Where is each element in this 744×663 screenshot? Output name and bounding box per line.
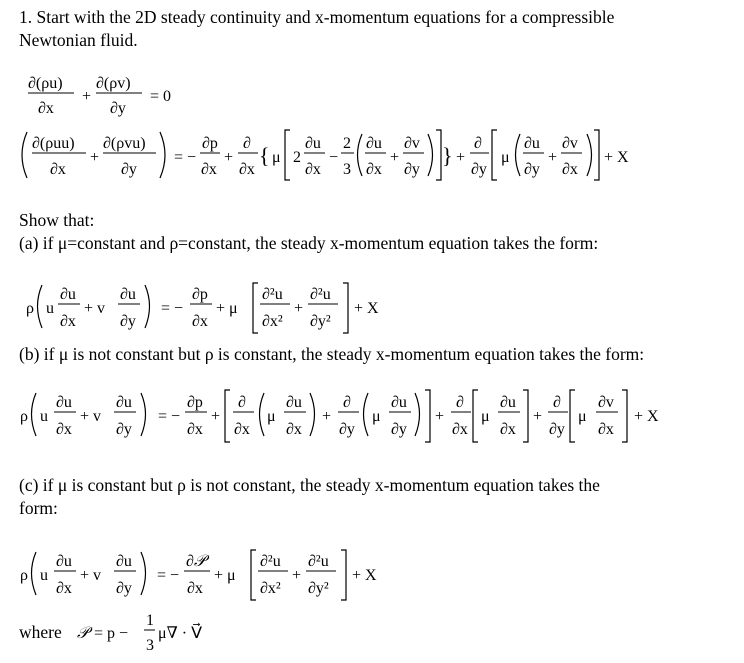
svg-text:u: u: [40, 567, 48, 584]
form-b-equation: [20, 390, 659, 442]
svg-text:∂u: ∂u: [286, 394, 302, 411]
svg-text:∂y: ∂y: [116, 580, 132, 597]
show-that-label: Show that:: [19, 210, 95, 230]
svg-text:ρ: ρ: [20, 408, 28, 425]
svg-text:+ X: + X: [604, 149, 629, 166]
svg-text:+ μ: + μ: [214, 567, 236, 584]
svg-text:∂u: ∂u: [56, 394, 72, 411]
svg-text:∂u: ∂u: [305, 135, 321, 152]
svg-text:∂x: ∂x: [598, 421, 614, 438]
part-a-statement: (a) if μ=constant and ρ=constant, the steady x-momentum equation takes the form:: [19, 233, 599, 253]
svg-text:∂u: ∂u: [500, 394, 516, 411]
svg-text:∂x: ∂x: [50, 161, 66, 178]
svg-text:+ X: + X: [634, 408, 659, 425]
svg-text:∂: ∂: [474, 135, 482, 152]
svg-text:∂: ∂: [553, 394, 561, 411]
svg-text:∂x: ∂x: [38, 100, 54, 117]
svg-text:1: 1: [146, 612, 154, 629]
svg-text:∂u: ∂u: [524, 135, 540, 152]
svg-text:−: −: [329, 149, 339, 166]
continuity-equation: [28, 75, 171, 117]
svg-text:+: +: [390, 149, 400, 166]
svg-text:∂p: ∂p: [202, 135, 218, 152]
svg-text:∂x: ∂x: [286, 421, 302, 438]
svg-text:∂p: ∂p: [192, 286, 208, 303]
svg-text:∂²u: ∂²u: [310, 286, 331, 303]
svg-text:∂x: ∂x: [187, 580, 203, 597]
svg-text:= −: = −: [158, 408, 181, 425]
svg-text:+: +: [456, 149, 466, 166]
svg-text:∂²u: ∂²u: [260, 553, 281, 570]
svg-text:∂y: ∂y: [471, 161, 487, 178]
svg-text:+ X: + X: [354, 300, 379, 317]
svg-text:∂y²: ∂y²: [308, 580, 329, 597]
svg-text:∂y: ∂y: [391, 421, 407, 438]
svg-text:∂x: ∂x: [56, 580, 72, 597]
svg-text:+: +: [90, 149, 100, 166]
svg-text:+ μ: + μ: [216, 300, 238, 317]
form-c-equation: [20, 550, 377, 600]
svg-text:∂(ρuu): ∂(ρuu): [32, 135, 75, 152]
svg-text:∂x²: ∂x²: [260, 580, 281, 597]
svg-text:∂y: ∂y: [524, 161, 540, 178]
svg-text:∂x: ∂x: [187, 421, 203, 438]
svg-text:+ v: + v: [84, 300, 106, 317]
svg-text:μ: μ: [272, 149, 281, 166]
svg-text:∂v: ∂v: [404, 135, 420, 152]
svg-text:2: 2: [293, 149, 301, 166]
x-momentum-equation: [22, 130, 629, 180]
svg-text:2: 2: [343, 135, 351, 152]
svg-text:∂x: ∂x: [239, 161, 255, 178]
intro-line-1: 1. Start with the 2D steady continuity and x-momentum equations for a compressible: [19, 7, 615, 27]
svg-text:∂u: ∂u: [60, 286, 76, 303]
svg-text:∂x: ∂x: [234, 421, 250, 438]
svg-text:μ∇ · V⃗: μ∇ · V⃗: [158, 625, 203, 642]
svg-text:∂y²: ∂y²: [310, 313, 331, 330]
svg-text:+: +: [82, 88, 92, 105]
svg-text:∂u: ∂u: [56, 553, 72, 570]
svg-text:∂(ρvu): ∂(ρvu): [103, 135, 146, 152]
svg-text:∂: ∂: [243, 135, 251, 152]
svg-text:∂x: ∂x: [305, 161, 321, 178]
part-c-statement-line-2: form:: [19, 498, 58, 518]
svg-text:= −: = −: [174, 149, 197, 166]
svg-text:μ: μ: [372, 408, 381, 425]
svg-text:+ v: + v: [80, 567, 102, 584]
svg-text:∂y: ∂y: [121, 161, 137, 178]
svg-text:ρ: ρ: [20, 567, 28, 584]
svg-text:∂y: ∂y: [404, 161, 420, 178]
svg-text:+: +: [211, 408, 221, 425]
svg-text:+ v: + v: [80, 408, 102, 425]
svg-text:∂x: ∂x: [56, 421, 72, 438]
svg-text:μ: μ: [481, 408, 490, 425]
svg-text:+ X: + X: [352, 567, 377, 584]
svg-text:∂x: ∂x: [192, 313, 208, 330]
svg-text:∂x: ∂x: [500, 421, 516, 438]
svg-text:u: u: [46, 300, 54, 317]
svg-text:∂y: ∂y: [116, 421, 132, 438]
svg-text:μ: μ: [501, 149, 510, 166]
where-label: where: [19, 622, 62, 642]
svg-text:= −: = −: [161, 300, 184, 317]
svg-text:μ: μ: [578, 408, 587, 425]
svg-text:+: +: [294, 300, 304, 317]
svg-text:∂y: ∂y: [339, 421, 355, 438]
svg-text:+: +: [224, 149, 234, 166]
svg-text:{: {: [259, 143, 270, 168]
svg-text:+: +: [322, 408, 332, 425]
svg-text:∂u: ∂u: [116, 553, 132, 570]
svg-text:}: }: [442, 143, 453, 168]
svg-text:∂u: ∂u: [116, 394, 132, 411]
svg-text:3: 3: [146, 637, 154, 654]
svg-text:= 0: = 0: [150, 88, 172, 105]
svg-text:∂u: ∂u: [366, 135, 382, 152]
svg-text:∂x²: ∂x²: [262, 313, 283, 330]
svg-text:∂: ∂: [238, 394, 246, 411]
svg-text:∂y: ∂y: [110, 100, 126, 117]
part-c-statement-line-1: (c) if μ is constant but ρ is not constant, the steady x-momentum equation takes the: [19, 475, 600, 495]
svg-text:3: 3: [343, 161, 351, 178]
intro-line-2: Newtonian fluid.: [19, 30, 138, 50]
svg-text:∂x: ∂x: [366, 161, 382, 178]
svg-text:∂u: ∂u: [391, 394, 407, 411]
svg-text:∂v: ∂v: [598, 394, 614, 411]
form-a-equation: [26, 283, 379, 333]
svg-text:+: +: [292, 567, 302, 584]
svg-text:∂x: ∂x: [201, 161, 217, 178]
svg-text:𝒫: 𝒫: [77, 625, 89, 642]
svg-text:= −: = −: [157, 567, 180, 584]
svg-text:∂²u: ∂²u: [308, 553, 329, 570]
pressure-definition: [77, 612, 202, 654]
svg-text:∂x: ∂x: [452, 421, 468, 438]
svg-text:∂²u: ∂²u: [262, 286, 283, 303]
svg-text:∂(ρu): ∂(ρu): [28, 75, 63, 92]
svg-text:+: +: [435, 408, 445, 425]
svg-text:μ: μ: [267, 408, 276, 425]
svg-text:ρ: ρ: [26, 300, 34, 317]
svg-text:∂y: ∂y: [549, 421, 565, 438]
svg-text:∂y: ∂y: [120, 313, 136, 330]
svg-text:∂x: ∂x: [60, 313, 76, 330]
svg-text:+: +: [533, 408, 543, 425]
svg-text:∂x: ∂x: [562, 161, 578, 178]
svg-text:∂: ∂: [343, 394, 351, 411]
svg-text:∂u: ∂u: [120, 286, 136, 303]
svg-text:∂: ∂: [456, 394, 464, 411]
part-b-statement: (b) if μ is not constant but ρ is constant, the steady x-momentum equation takes the form:: [19, 344, 645, 364]
svg-text:+: +: [548, 149, 558, 166]
svg-text:∂𝒫: ∂𝒫: [186, 553, 206, 570]
svg-text:u: u: [40, 408, 48, 425]
svg-text:∂p: ∂p: [187, 394, 203, 411]
svg-text:∂(ρv): ∂(ρv): [96, 75, 131, 92]
svg-text:= p −: = p −: [94, 625, 129, 642]
svg-text:∂v: ∂v: [562, 135, 578, 152]
